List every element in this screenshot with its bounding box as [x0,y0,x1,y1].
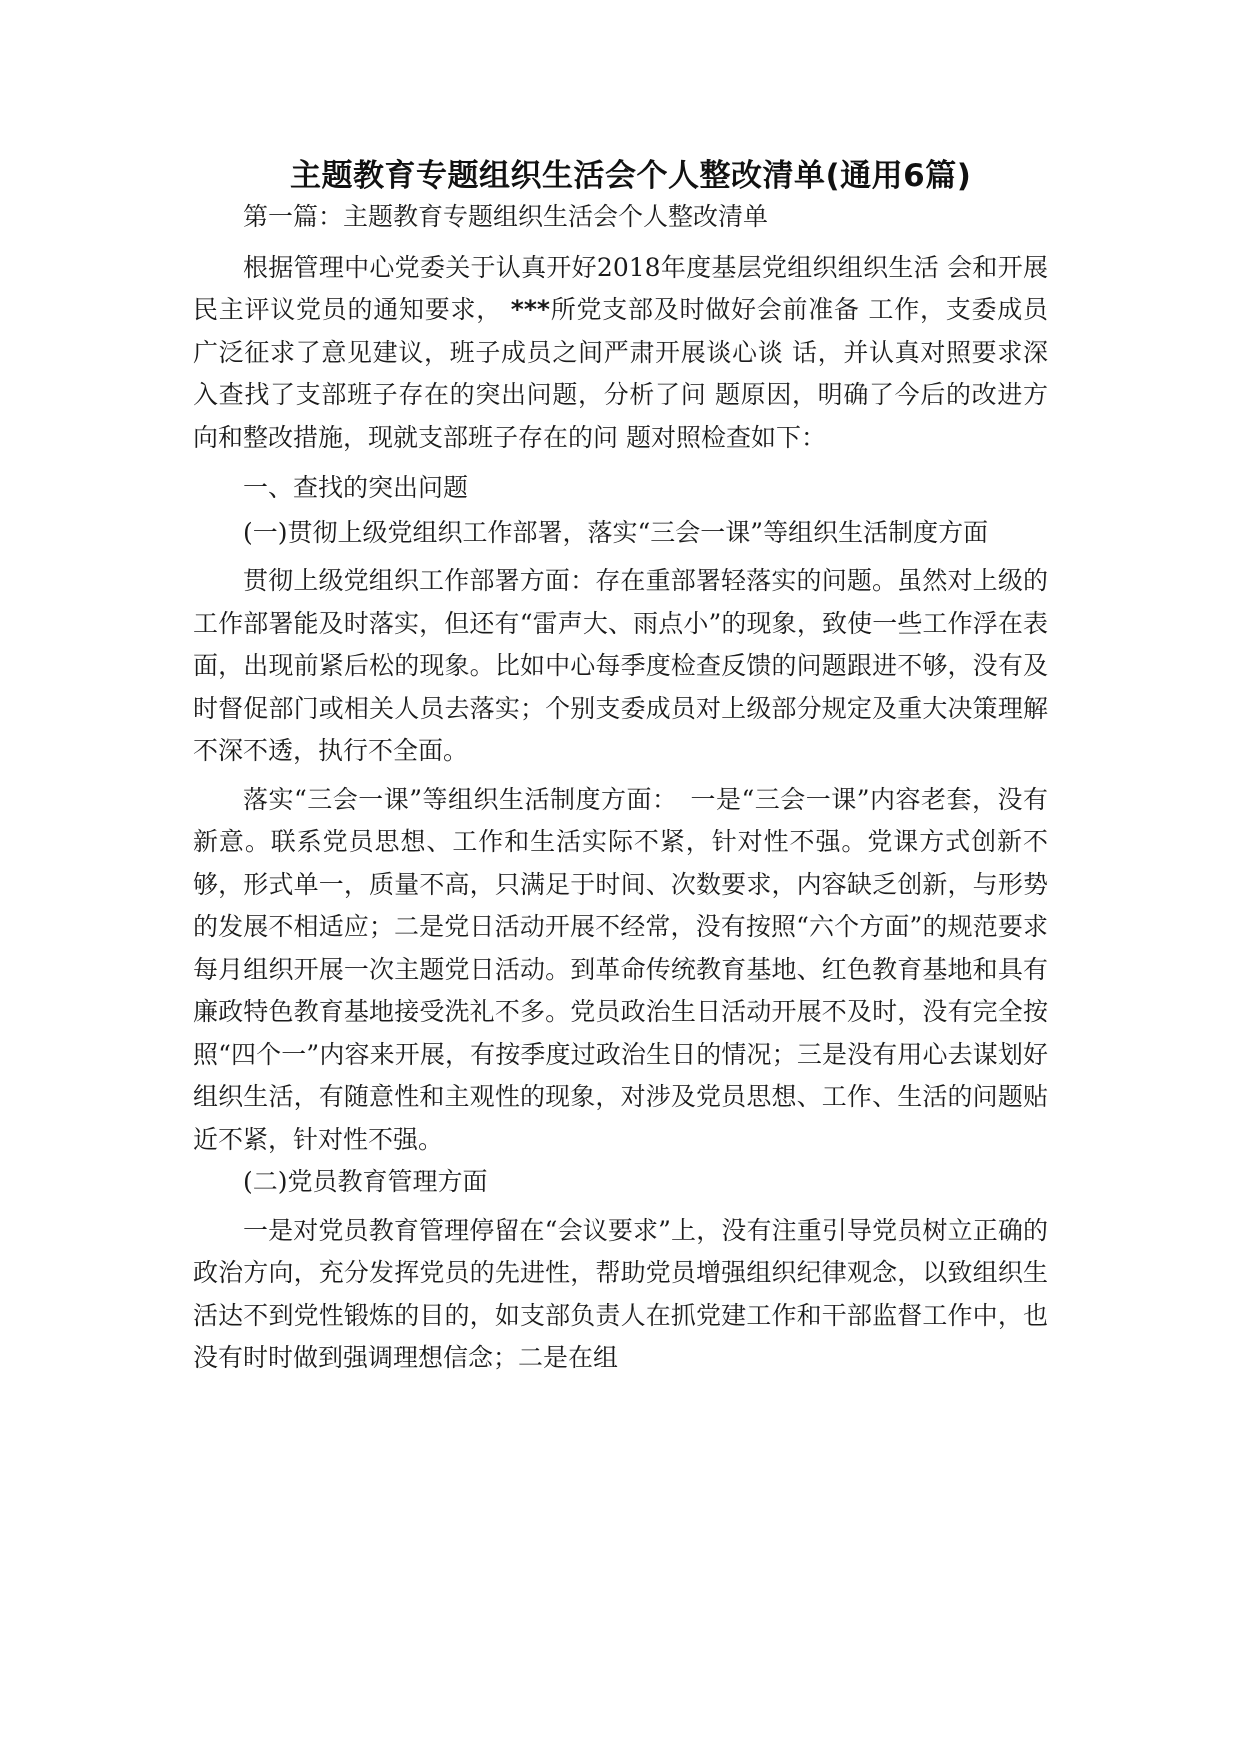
intro-text-end: 所党支部及时做好会前准备 工作，支委成员广泛征求了意见建议，班子成员之间严肃开展谈心谈 话，并认真对照要求深入查找了支部班子存在的突出问题，分析了问 题原因，明确了今后的改进方向和整改措施，现就支部班子存在的问 题对照检查如下： [193,295,1048,452]
intro-paragraph [193,247,1048,460]
section-heading-problems: 一、查找的突出问题 [243,473,469,502]
intro-text-start: 根据管理中心党委关于认真开好2018年度基层党组织组织生活 会和开展民主评议党员的通知要求， [193,252,1048,324]
subsection-heading-1: (一)贯彻上级党组织工作部署，落实“三会一课”等组织生活制度方面 [243,517,989,547]
subsection-1-paragraph-2: 落实“三会一课”等组织生活制度方面： 一是“三会一课”内容老套，没有新意。联系党员思想、工作和生活实际不紧，针对性不强。党课方式创新不够，形式单一，质量不高，只满足于时间、次数要求，内容缺乏创新，与形势的发展不相适应；二是党日活动开展不经常，没有按照“六个方面”的规范要求每月组织开展一次主题党日活动。到革命传统教育基地、红色教育基地和具有廉政特色教育基地接受洗礼不多。党员政治生日活动开展不及时，没有完全按照“四个一”内容来开展，有按季度过政治生日的情况；三是没有用心去谋划好组织生活，有随意性和主观性的现象，对涉及党员思想、工作、生活的问题贴近不紧，针对性不强。 [193,784,1048,1154]
subsection-1-paragraph-1: 贯彻上级党组织工作部署方面：存在重部署轻落实的问题。虽然对上级的工作部署能及时落实，但还有“雷声大、雨点小”的现象，致使一些工作浮在表面，出现前紧后松的现象。比如中心每季度检查反馈的问题跟进不够，没有及时督促部门或相关人员去落实；个别支委成员对上级部分规定及重大决策理解不深不透，执行不全面。 [193,566,1048,765]
document-body [193,196,1048,1380]
subsection-2-paragraph-1: 一是对党员教育管理停留在“会议要求”上，没有注重引导党员树立正确的政治方向，充分发挥党员的先进性，帮助党员增强组织纪律观念，以致组织生活达不到党性锻炼的目的，如支部负责人在抓党建工作和干部监督工作中，也没有时时做到强调理想信念；二是在组 [193,1215,1048,1372]
chapter-subtitle: 第一篇：主题教育专题组织生活会个人整改清单 [243,202,769,231]
subsection-heading-2: (二)党员教育管理方面 [243,1167,488,1196]
redacted-name-mark: *** [510,295,550,324]
document-title: 主题教育专题组织生活会个人整改清单(通用6篇) [290,158,972,194]
